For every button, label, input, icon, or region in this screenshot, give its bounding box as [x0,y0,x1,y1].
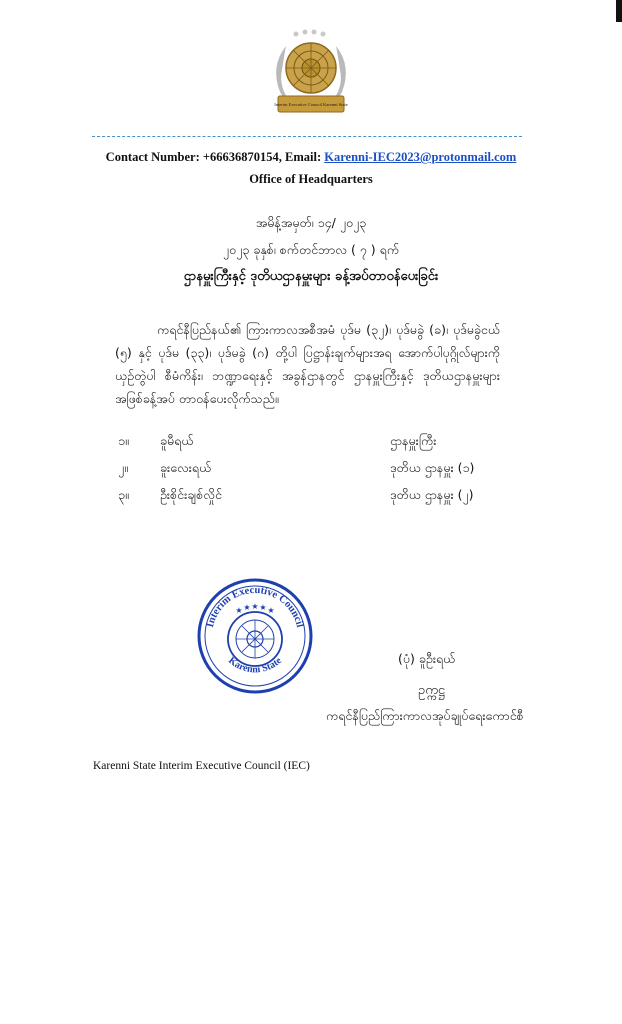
page-edge-mark [616,0,622,22]
order-number: အမိန့်အမှတ်၊ ၁၄/ ၂၀၂၃ [255,215,367,230]
signatory-name: (ပုံ) ခူဦးရယ် [398,651,456,666]
footer-text: Karenni State Interim Executive Council (IEC) [93,760,310,772]
signatory-office: ကရင်နီပြည်ကြားကာလအုပ်ချုပ်ရေးကောင်စီ [326,708,524,723]
order-subject: ဌာနမှူးကြီးနှင့် ဒုတိယဌာနမှူးများ ခန့်အပ်တာဝန်ပေးခြင်း [183,269,439,284]
seal-bottom-text: Karenni State [226,655,284,676]
official-seal [196,577,314,695]
svg-text:★: ★ [243,603,251,612]
svg-text:★: ★ [235,606,243,615]
contact-line [0,150,622,165]
email-link[interactable]: Karenni-IEC2023@protonmail.com [324,150,517,164]
svg-text:★: ★ [259,603,267,612]
signatory-title: ဥက္ကဋ္ဌ [418,683,445,698]
order-body: ကရင်နီပြည်နယ်၏ ကြားကာလအစီအမံ ပုဒ်မ (၃၂)၊ ပုဒ်မခွဲ (ခ)၊ ပုဒ်မခွဲငယ် (၅) နှင့် ပုဒ်မ (၃၃)၊ ပုဒ်မခွဲ (ဂ) တို့ပါ ပြဋ္ဌာန်းချက်များအရ အောက်ပါပုဂ္ဂိုလ်များကို ယှဉ်တွဲပါ စီမံကိန်း၊ ဘဏ္ဍာရေးနှင့် အခွန်ဌာနတွင် ဌာနမှူးကြီးနှင့် ဒုတိယဌာနမှူးများအဖြစ်ခန့်အပ် တာဝန်ပေးလိုက်သည်။ [115,322,500,406]
appointee-number: ၂။ [118,460,128,475]
svg-text:★: ★ [251,602,259,611]
appointee-row [118,460,518,487]
appointee-role: ဌာနမှူးကြီး [390,433,437,448]
appointee-list [118,433,518,514]
header-divider [92,136,522,137]
appointee-name: ခူးလေးရယ် [160,460,212,475]
appointee-name: ဦးစိုင်းချစ်လှိုင် [160,487,222,502]
appointee-number: ၃။ [118,487,129,502]
order-date: ၂၀၂၃ ခုနှစ်၊ စက်တင်ဘာလ ( ၇ ) ရက် [222,242,400,257]
appointee-number: ၁။ [118,433,129,448]
svg-text:★: ★ [267,606,275,615]
appointee-row [118,487,518,514]
logo-text: Interim Executive Council Karenni State [274,102,348,107]
contact-number: Contact Number: +66636870154, Email: [105,150,325,164]
appointee-role: ဒုတိယ ဌာနမှူး (၁) [390,460,475,475]
council-logo [264,28,358,120]
office-title: Office of Headquarters [249,172,373,186]
appointee-name: ခူမီရယ် [160,433,194,448]
appointee-role: ဒုတိယ ဌာနမှူး (၂) [390,487,474,502]
appointee-row [118,433,518,460]
seal-top-text: Interim Executive Council [204,584,306,629]
